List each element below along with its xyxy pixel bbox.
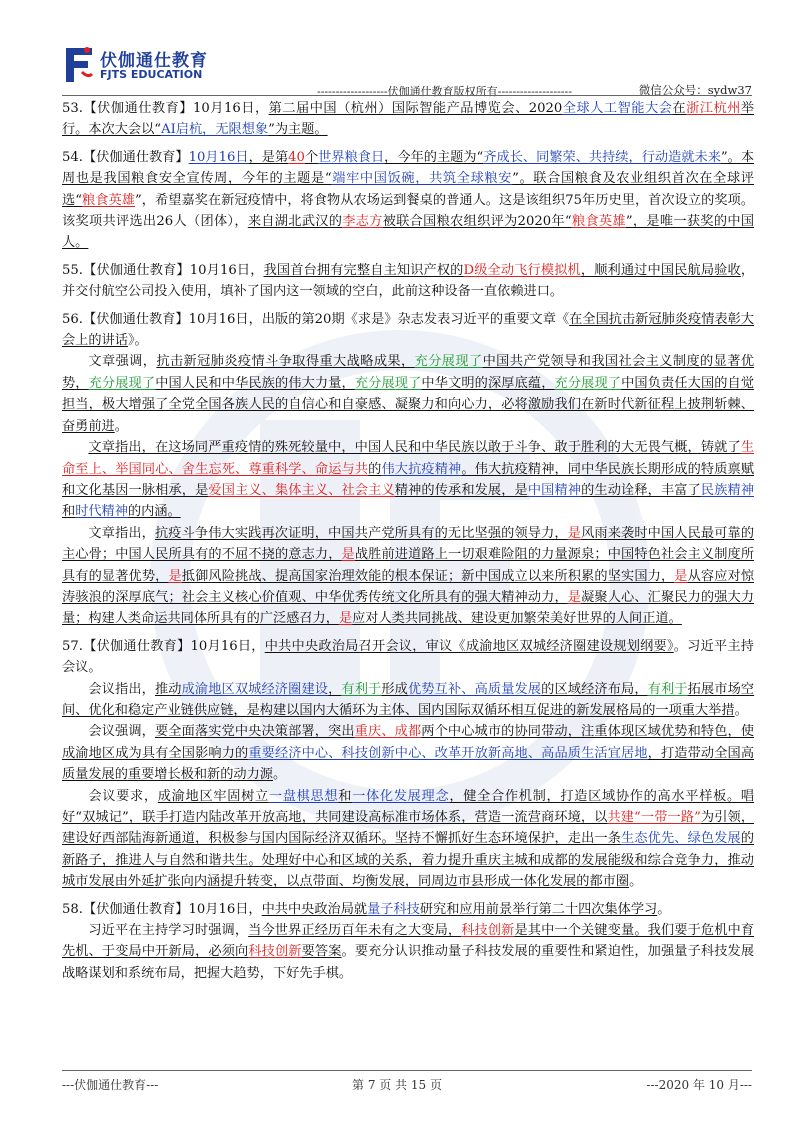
logo-english-name: FJTS EDUCATION xyxy=(100,68,203,81)
item-57-paragraph-3: 会议要求，成渝地区牢固树立一盘棋思想和一体化发展理念，健全合作机制，打造区域协作的高水平样板。唱好“双城记”，联手打造内陆改革开放高地，共同建设高标准市场体系，营造一流营商环境，以共建“一带一路”为引领，建设好西部陆海新通道，积极参与国内国际经济双循环。坚持不懈抓好生态环境保护，走出一条生态优先、绿色发展的新路子，推进人与自然和谐共生。处理好中心和区域的关系，着力提升重庆主城和成都的发展能级和综合竞争力，推动城市发展由外延扩张向内涵提升转变，以点带面、均衡发展，同周边市县形成一体化发展的都市圈。 xyxy=(62,788,755,890)
logo-chinese-name: 伏伽通仕教育 xyxy=(100,51,208,71)
news-item-56 xyxy=(62,309,754,630)
item-56-title: 56.【伏伽通仕教育】10月16日，出版的第20期《求是》杂志发表习近平的重要文章《在全国抗击新冠肺炎疫情表彰大会上的讲话》。 xyxy=(62,311,755,349)
news-item-55: 55.【伏伽通仕教育】10月16日，我国首台拥有完整自主知识产权的D级全动飞行模拟机，顺利通过中国民航局验收，并交付航空公司投入使用，填补了国内这一领域的空白，此前这种设备一直依赖进口。 xyxy=(62,262,754,300)
item-58-title: 58.【伏伽通仕教育】10月16日，中共中央政治局就量子科技研究和应用前景举行第二十四次集体学习。 xyxy=(62,901,671,917)
header-copyright: -------------------伏伽通仕教育版权所有-------------------- xyxy=(317,85,572,98)
news-item-53: 53.【伏伽通仕教育】10月16日，第二届中国（杭州）国际智能产品博览会、2020全球人工智能大会在浙江杭州举行。本次大会以“AI启杭，无限想象”为主题。 xyxy=(62,101,755,138)
item-56-paragraph-2: 文章指出，在这场同严重疫情的殊死较量中，中国人民和中华民族以敢于斗争、敢于胜利的大无畏气概，铸就了生命至上、举国同心、舍生忘死、尊重科学、命运与共的伟大抗疫精神。伟大抗疫精神，同中华民族长期形成的特质禀赋和文化基因一脉相承，是爱国主义、集体主义、社会主义精神的传承和发展，是中国精神的生动诠释，丰富了民族精神和时代精神的内涵。 xyxy=(62,440,755,520)
news-item-54: 54.【伏伽通仕教育】10月16日，是第40个世界粮食日，今年的主题为“齐成长、同繁荣、共持续，行动造就未来”。本周也是我国粮食安全宣传周，今年的主题是“端牢中国饭碗，共筑全球粮安”。联合国粮食及农业组织首次在全球评选“粮食英雄”，希望嘉奖在新冠疫情中，将食物从农场运到餐桌的普通人。这是该组织75年历史里，首次设立的奖项。该奖项共评选出26人（团体），来自湖北武汉的李志方被联合国粮农组织评为2020年“粮食英雄”，是唯一获奖的中国人。 xyxy=(62,149,755,251)
page-header xyxy=(62,40,752,100)
item-57-paragraph-2: 会议强调，要全面落实党中央决策部署，突出重庆、成都两个中心城市的协同带动，注重体现区域优势和特色，使成渝地区成为具有全国影响力的重要经济中心、科技创新中心、改革开放新高地、高品质生活宜居地，打造带动全国高质量发展的重要增长极和新的动力源。 xyxy=(62,724,755,783)
footer-org: ---伏伽通仕教育--- xyxy=(62,1078,159,1092)
header-divider xyxy=(62,95,752,96)
item-58-paragraph-1: 习近平在主持学习时强调，当今世界正经历百年未有之大变局，科技创新是其中一个关键变量。我们要于危机中育先机、于变局中开新局，必须向科技创新要答案。要充分认识推动量子科技发展的重要性和紧迫性，加强量子科技发展战略谋划和系统布局，把握大趋势，下好先手棋。 xyxy=(62,923,755,981)
item-57-title: 57.【伏伽通仕教育】10月16日，中共中央政治局召开会议，审议《成渝地区双城经济圈建设规划纲要》。习近平主持会议。 xyxy=(62,638,754,676)
document-content xyxy=(62,98,754,990)
fjts-logo-icon xyxy=(62,42,94,84)
item-56-paragraph-1: 文章强调，抗击新冠肺炎疫情斗争取得重大战略成果，充分展现了中国共产党领导和我国社会主义制度的显著优势，充分展现了中国人民和中华民族的伟大力量，充分展现了中华文明的深厚底蕴，充分展现了中国负责任大国的自觉担当，极大增强了全党全国各族人民的自信心和自豪感、凝聚力和向心力，必将激励我们在新时代新征程上披荆斩棘、奋勇前进。 xyxy=(62,354,755,434)
footer-page-number: 第 7 页 共 15 页 xyxy=(352,1078,442,1092)
header-wechat-account: 微信公众号：sydw37 xyxy=(638,83,752,97)
news-item-57 xyxy=(62,636,754,893)
item-56-paragraph-3: 文章指出，抗疫斗争伟大实践再次证明，中国共产党所具有的无比坚强的领导力，是风雨来袭时中国人民最可靠的主心骨；中国人民所具有的不屈不挠的意志力，是战胜前进道路上一切艰难险阻的力量源泉；中国特色社会主义制度所具有的显著优势，是抵御风险挑战、提高国家治理效能的根本保证；新中国成立以来所积累的坚实国力，是从容应对惊涛骇浪的深厚底气；社会主义核心价值观、中华优秀传统文化所具有的强大精神动力，是凝聚人心、汇聚民力的强大力量；构建人类命运共同体所具有的广泛感召力，是应对人类共同挑战、建设更加繁荣美好世界的人间正道。 xyxy=(62,525,755,627)
footer-date: ---2020 年 10 月--- xyxy=(646,1078,752,1092)
footer-divider xyxy=(62,1070,752,1071)
item-57-paragraph-1: 会议指出，推动成渝地区双城经济圈建设，有利于形成优势互补、高质量发展的区域经济布局，有利于拓展市场空间、优化和稳定产业链供应链，是构建以国内大循环为主体、国内国际双循环相互促进的新发展格局的一项重大举措。 xyxy=(62,681,755,718)
news-item-58 xyxy=(62,899,754,985)
